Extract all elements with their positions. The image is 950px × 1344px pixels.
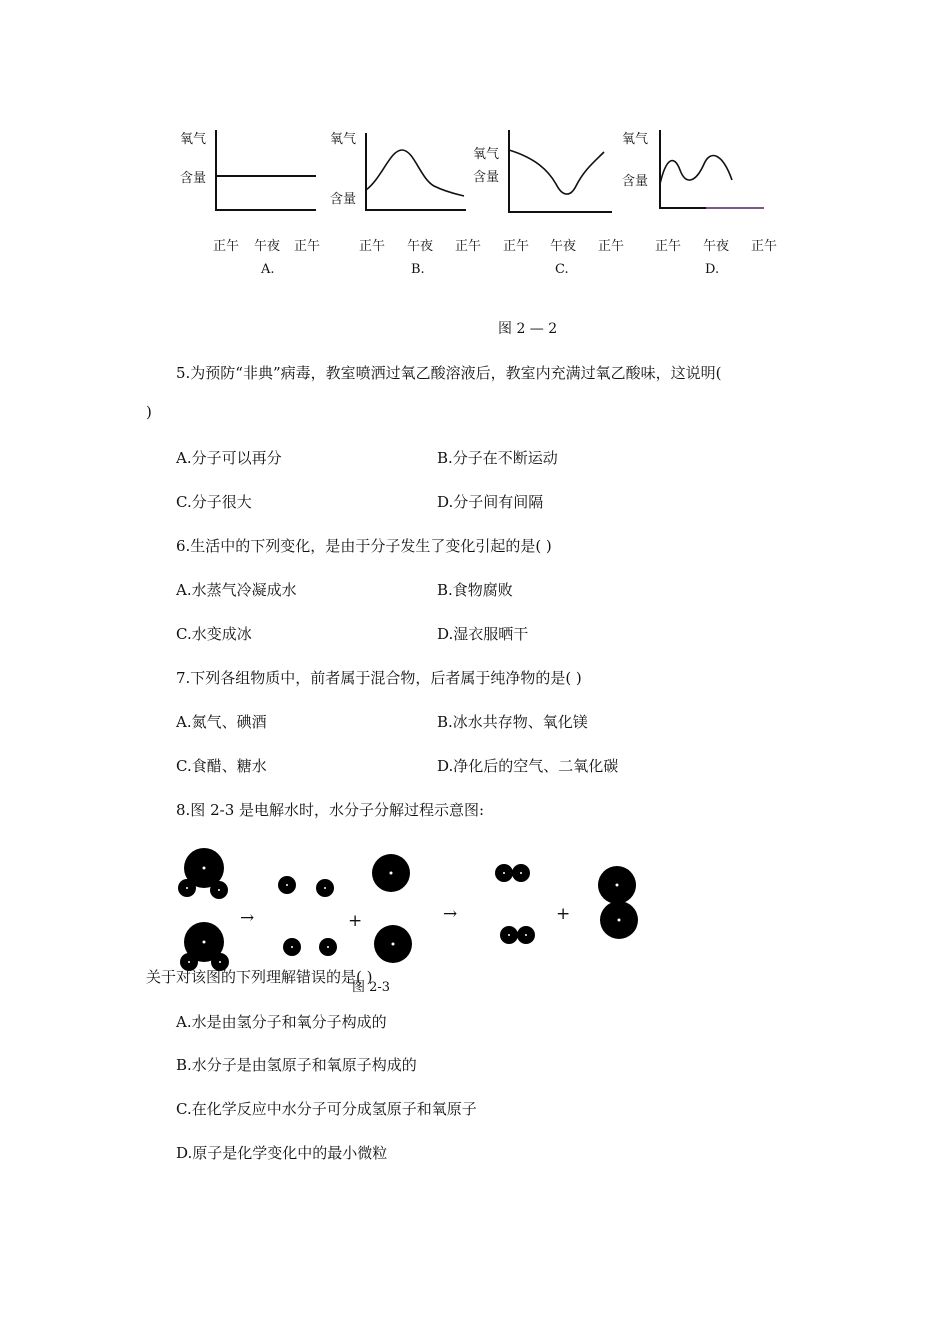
graph-a-y-label-bottom: 含量 — [180, 171, 207, 186]
graph-a-x-tick-3: 正午 — [294, 239, 321, 254]
q8-question: 关于对该图的下列理解错误的是( ) — [146, 968, 373, 986]
q7-option-b: B.冰水共存物、氧化镁 — [437, 713, 588, 731]
q7-option-c: C.食醋、糖水 — [176, 757, 267, 775]
graph-d-x-tick-2: 午夜 — [703, 239, 730, 254]
graph-d-y-label-top: 氧气 — [622, 132, 649, 147]
arrow-1: → — [240, 908, 255, 928]
plus-1: + — [348, 911, 363, 931]
q5-option-d: D.分子间有间隔 — [437, 493, 544, 511]
graph-d-x-tick-1: 正午 — [655, 239, 682, 254]
graph-b-y-label-top: 氧气 — [330, 132, 357, 147]
plus-2: + — [556, 904, 571, 924]
graph-d-option: D. — [705, 262, 720, 277]
q5-option-a: A.分子可以再分 — [176, 449, 282, 467]
q6-option-a: A.水蒸气冷凝成水 — [176, 581, 297, 599]
q8-stem: 8.图 2-3 是电解水时，水分子分解过程示意图: — [176, 801, 485, 819]
q5-stem: 5.为预防“非典”病毒，教室喷洒过氧乙酸溶液后，教室内充满过氧乙酸味，这说明( — [176, 364, 722, 382]
q8-option-a: A.水是由氢分子和氧分子构成的 — [176, 1013, 387, 1031]
q5-option-b: B.分子在不断运动 — [437, 449, 558, 467]
q6-option-c: C.水变成冰 — [176, 625, 252, 643]
q8-option-b: B.水分子是由氢原子和氧原子构成的 — [176, 1056, 417, 1074]
figure-2-3-caption: 图 2-3 — [352, 980, 391, 995]
graph-c-y-label-bottom: 含量 — [473, 170, 500, 185]
q7-option-a: A.氮气、碘酒 — [176, 713, 267, 731]
q8-option-c: C.在化学反应中水分子可分成氢原子和氧原子 — [176, 1100, 477, 1118]
graph-b-y-label-bottom: 含量 — [330, 192, 357, 207]
graph-d-y-label-bottom: 含量 — [622, 174, 649, 189]
graph-a-y-label-top: 氧气 — [180, 132, 207, 147]
graph-c-x-tick-2: 午夜 — [550, 239, 577, 254]
graph-b-x-tick-3: 正午 — [455, 239, 482, 254]
q8-option-d: D.原子是化学变化中的最小微粒 — [176, 1144, 388, 1162]
graph-c-x-tick-1: 正午 — [503, 239, 530, 254]
graph-c-x-tick-3: 正午 — [598, 239, 625, 254]
graph-a-x-tick-2: 午夜 — [254, 239, 281, 254]
graph-d-x-tick-3: 正午 — [751, 239, 778, 254]
graph-b-x-tick-1: 正午 — [359, 239, 386, 254]
figure-2-2-caption: 图 2 — 2 — [498, 321, 558, 337]
q7-stem: 7.下列各组物质中，前者属于混合物，后者属于纯净物的是( ) — [176, 669, 582, 687]
graph-b-option: B. — [411, 262, 425, 277]
q7-option-d: D.净化后的空气、二氧化碳 — [437, 757, 619, 775]
q6-option-b: B.食物腐败 — [437, 581, 513, 599]
graph-a-option: A. — [261, 262, 275, 277]
graph-b-x-tick-2: 午夜 — [407, 239, 434, 254]
graph-a-x-tick-1: 正午 — [213, 239, 240, 254]
arrow-2: → — [443, 904, 458, 924]
q5-stem-end: ) — [146, 403, 152, 421]
q6-option-d: D.湿衣服晒干 — [437, 625, 529, 643]
graph-c-option: C. — [555, 262, 569, 277]
q6-stem: 6.生活中的下列变化，是由于分子发生了变化引起的是( ) — [176, 537, 552, 555]
graph-c-y-label-top: 氧气 — [473, 147, 500, 162]
q5-option-c: C.分子很大 — [176, 493, 252, 511]
